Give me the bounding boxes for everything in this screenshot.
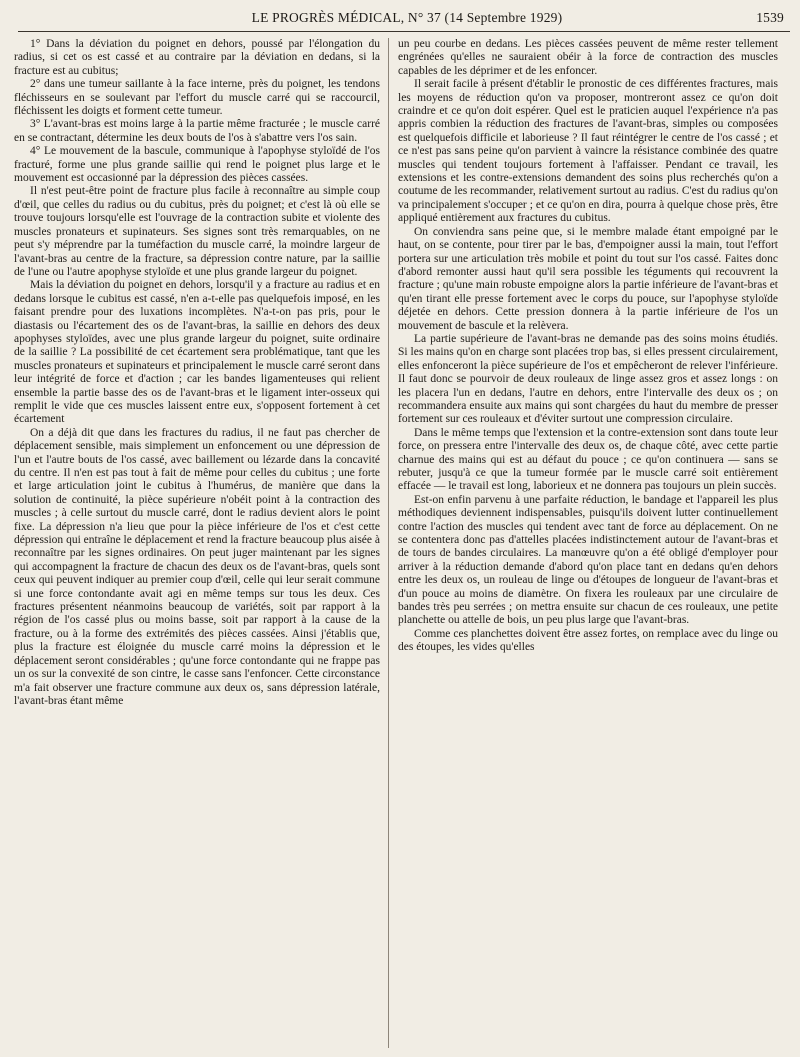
page-number: 1539 bbox=[756, 10, 784, 25]
paragraph: 4° Le mouvement de la bascule, communique à l'apophyse styloïdé de l'os fracturé, forme une plus grande saillie qui rend le poignet plus large et le mouvement est occasionné par la dépression des pièces cassées. bbox=[14, 145, 380, 185]
running-header bbox=[28, 8, 786, 30]
column-divider bbox=[388, 38, 389, 1048]
paragraph: Comme ces planchettes doivent être assez fortes, on remplace avec du linge ou des étoupes, les vides qu'elles bbox=[398, 627, 778, 654]
paragraph: On conviendra sans peine que, si le membre malade étant empoigné par le haut, on se contente, pour tirer par le bas, d'empoigner aussi la main, tout l'effort portera sur une articulation très mobile et point du tout sur l'os cassé. Faites donc d'abord remonter aussi haut qu'il sera possible les téguments qui recouvrent la fracture ; qu'une main robuste empoigne alors la partie inférieure de l'avant-bras et qu'en tirant elle presse fortement avec le corps du pouce, sur l'apophyse styloïde déjetée en dehors. Cette pression donnera à la partie inférieure de l'os un mouvement de bascule et la relèvera. bbox=[398, 225, 778, 332]
paragraph: La partie supérieure de l'avant-bras ne demande pas des soins moins étudiés. Si les mains qu'on en charge sont placées trop bas, si elles pressent circulairement, elles enfonceront la pièce supérieure de l'os et empêcheront de relever l'inférieure. Il faut donc se pourvoir de deux rouleaux de linge assez gros et assez longs : on les placera l'un en dedans, l'autre en dehors, entre l'intervalle des deux os ; on recommandera ensuite aux mains qui sont chargées du haut du membre de presser fortement sur ces rouleaux et d'éviter surtout une compression circulaire. bbox=[398, 332, 778, 426]
paragraph: Dans le même temps que l'extension et la contre-extension sont dans toute leur force, on pressera entre l'intervalle des deux os, de chaque côté, avec cette partie charnue des mains qui est au défaut du pouce ; ce qu'on continuera — sans se rebuter, jusqu'à ce que la tumeur formée par le muscle carré soit entièrement effacée — le travail est long, laborieux et ne donnera pas toujours un plein succès. bbox=[398, 426, 778, 493]
paragraph: un peu courbe en dedans. Les pièces cassées peuvent de même rester tellement engrénées qu'elles ne sauraient obéir à la force de contraction des muscles capables de les déprimer et de les enfoncer. bbox=[398, 38, 778, 77]
paragraph: Mais la déviation du poignet en dehors, lorsqu'il y a fracture au radius et en dedans lorsque le cubitus est cassé, n'en a-t-elle pas quelquefois imposé, en les faisant prendre pour des luxations incomplètes. N'a-t-on pas pris, pour le diastasis ou l'écartement des os de l'avant-bras, la saillie en dehors des deux apophyses styloïdes, avec une plus grande largeur du poignet, suite ordinaire de la saillie ? La possibilité de cet écartement sera problématique, tant que les muscles pronateurs et supinateurs et principalement le muscle carré seront dans leur intégrité de force et d'action ; car les bandes ligamenteuses qui relient ensemble la partie basse des os de l'avant-bras et le ligament inter-osseux qui remplit le vide que ces muscles laissent entre eux, s'opposent fortement à cet écartement bbox=[14, 279, 380, 426]
paragraph: Il n'est peut-être point de fracture plus facile à reconnaître au simple coup d'œil, que celles du radius ou du cubitus, près du poignet; et c'est là où elle se trouve toujours lorsqu'elle est l'ouvrage de la contraction subite et violente des muscles pronateurs et supinateurs. Ses signes sont très remarquables, on ne peut s'y méprendre par la tuméfaction du muscle carré, la moindre largeur de l'avant-bras au centre de la fracture, sa dépression contre nature, par la saillie de l'une ou l'autre apophyse styloïde et une plus grande largeur du poignet. bbox=[14, 185, 380, 278]
paragraph: 2° dans une tumeur saillante à la face interne, près du poignet, les tendons fléchisseurs en se soulevant par l'effort du muscle carré qui se raccourcil, fléchissent les doigts et forment cette tumeur. bbox=[14, 78, 380, 118]
paragraph: 1° Dans la déviation du poignet en dehors, poussé par l'élongation du radius, si cet os est cassé et au contraire par la déviation en dedans, si la fracture est au cubitus; bbox=[14, 38, 380, 77]
paragraph: Il serait facile à présent d'établir le pronostic de ces différentes fractures, mais les moyens de réduction qu'on va proposer, montreront assez ce qu'on doit craindre et ce qu'on doit espérer. Quel est le praticien auquel l'expérience n'a pas appris combien la réduction des fractures de l'avant-bras, simples ou composées est quelquefois difficile et laborieuse ? Il faut réintégrer le centre de l'os cassé ; et ce n'est pas sans peine qu'on parvient à vaincre la résistance combinée des quatre muscles qui tendent toujours fortement à l'affaisser. Pendant ce travail, les extensions et les contre-extensions demandent des soins plus recherchés qu'on a coutume de les recommander, relativement surtout au radius. C'est du radius qu'on va principalement s'occuper ; et ce qu'on en dira, pourra à quelque chose près, être appliqué entièrement aux fractures du cubitus. bbox=[398, 78, 778, 225]
paragraph: 3° L'avant-bras est moins large à la partie même fracturée ; le muscle carré en se contractant, détermine les deux bouts de l'os à s'abattre vers l'os sain. bbox=[14, 118, 380, 144]
paragraph: Est-on enfin parvenu à une parfaite réduction, le bandage et l'appareil les plus méthodiques deviennent indispensables, puisqu'ils doivent lutter continuellement contre l'action des muscles qui tendent avec tant de force au déplacement. On ne se contentera donc pas d'attelles placées indistinctement autour de l'avant-bras et de tours de bandes circulaires. La manœuvre qu'on a été obligé d'employer pour arriver à la réduction demande d'abord qu'on place tant en dedans qu'en dehors entre les deux os, un rouleau de linge ou d'étoupes de longueur de l'avant-bras et d'un pouce au moins de diamètre. On fixera les rouleaux par une circulaire de bandes très peu serrées ; on mettra ensuite sur chacun de ces rouleaux, une petite planchette ou attelle de bois, un peu plus large que l'avant-bras. bbox=[398, 493, 778, 627]
right-column bbox=[398, 38, 778, 1048]
paragraph: On a déjà dit que dans les fractures du radius, il ne faut pas chercher de déplacement sensible, mais simplement un enfoncement ou une dépression de l'un et l'autre bouts de l'os cassé, avec baillement ou lézarde dans la concavité du centre. Il n'en est pas tout à fait de même pour celles du cubitus ; une forte et large articulation joint le cubitus à l'humérus, de manière que dans la solution de continuité, la pièce supérieure n'obéit point à la contraction des muscles ; à celle surtout du muscle carré, dont le radius devient alors le point fixe. La dépression n'a lieu que pour la pièce inférieure de l'os et c'est cette dépression qui entraîne le déplacement et rend la fracture beaucoup plus aisée à reconnaître par les signes ordinaires. On peut juger maintenant par les signes qui accompagnent la fracture de chacun des deux os de l'avant-bras, quels sont ceux qui peuvent indiquer au premier coup d'œil, celle qui leur serait commune si une force contondante avait agi en même temps sur tous les deux. Ces fractures présentent néanmoins beaucoup de variétés, soit par rapport à la région de l'os cassé plus ou moins basse, soit par rapport à la cause de la fracture, ou à la forme des extrémités des pièces cassées. Ainsi j'établis que, plus la fracture est éloignée du muscle carré moins la dépression et le déplacement seront considérables ; qu'une force contondante qui ne frappe pas un os sur la convexité de son cintre, le casse sans l'enfoncer. Cette circonstance m'a fait observer une fracture commune aux deux os, sans dépression latérale, l'avant-bras étant même bbox=[14, 426, 380, 707]
header-rule bbox=[18, 31, 790, 32]
journal-title: LE PROGRÈS MÉDICAL, N° 37 (14 Septembre 1929) bbox=[251, 10, 563, 25]
left-column bbox=[14, 38, 380, 1048]
